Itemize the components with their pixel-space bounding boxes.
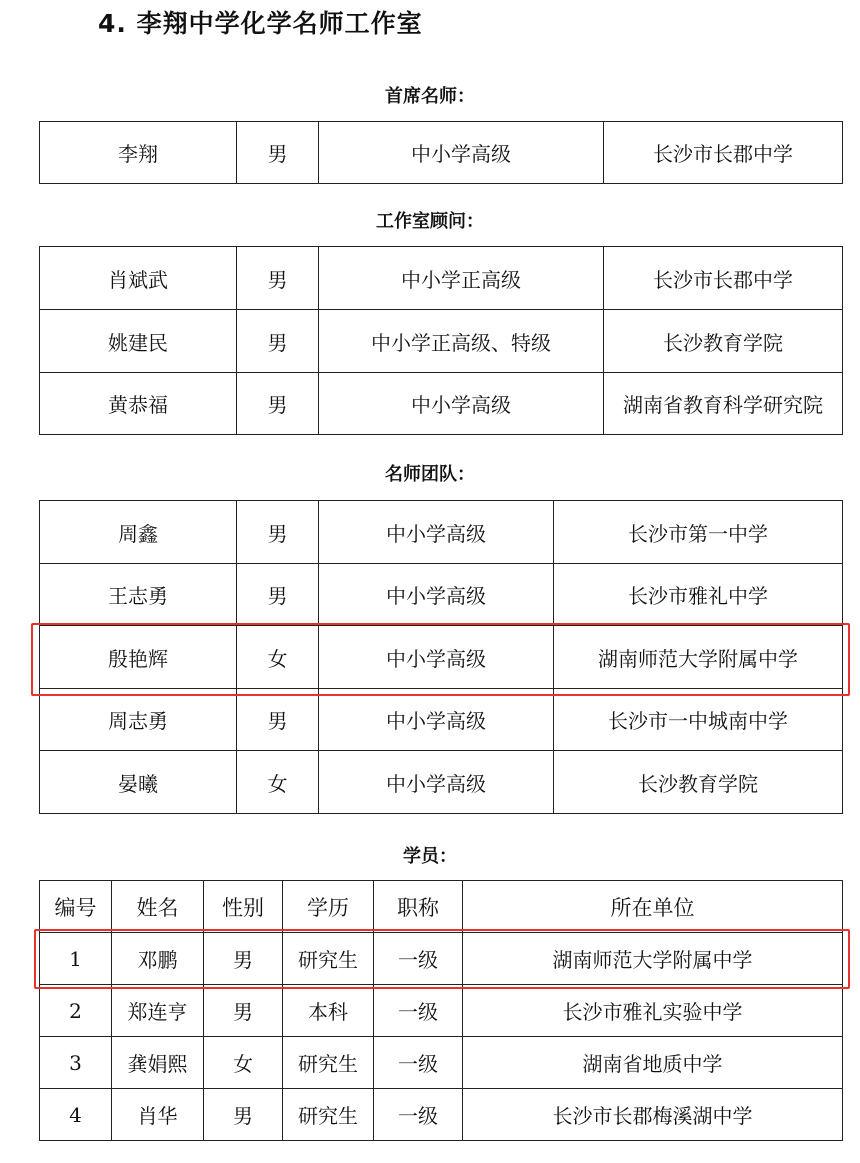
table-row (40, 933, 843, 985)
cell-gender: 男 (204, 1089, 283, 1141)
cell-title: 中小学正高级、特级 (319, 310, 604, 373)
table-row (40, 1089, 843, 1141)
cell-name: 龚娟熙 (112, 1037, 204, 1089)
cell-title: 中小学高级 (319, 689, 554, 751)
page-title: 4. 李翔中学化学名师工作室 (98, 9, 423, 38)
cell-gender: 男 (237, 501, 319, 564)
cell-title: 中小学正高级 (319, 247, 604, 310)
cell-number: 1 (40, 933, 112, 985)
cell-name: 肖华 (112, 1089, 204, 1141)
cell-title: 一级 (374, 1037, 463, 1089)
cell-gender: 女 (237, 751, 319, 814)
cell-name: 姚建民 (40, 310, 237, 373)
cell-name: 周志勇 (40, 689, 237, 751)
cell-name: 郑连亨 (112, 985, 204, 1037)
cell-name: 晏曦 (40, 751, 237, 814)
cell-title: 中小学高级 (319, 626, 554, 689)
cell-number: 3 (40, 1037, 112, 1089)
chief-table (39, 121, 843, 184)
cell-unit: 长沙市一中城南中学 (554, 689, 843, 751)
cell-number: 2 (40, 985, 112, 1037)
cell-gender: 男 (237, 247, 319, 310)
cell-education: 研究生 (283, 1037, 374, 1089)
cell-unit: 长沙市雅礼实验中学 (463, 985, 843, 1037)
cell-gender: 男 (237, 373, 319, 435)
cell-name: 殷艳辉 (40, 626, 237, 689)
cell-gender: 男 (204, 985, 283, 1037)
cell-name: 邓鹏 (112, 933, 204, 985)
section-heading-team: 名师团队： (385, 464, 475, 485)
table-row (40, 985, 843, 1037)
column-header-gender: 性别 (204, 881, 283, 933)
column-header-education: 学历 (283, 881, 374, 933)
table-row (40, 122, 843, 184)
cell-unit: 湖南师范大学附属中学 (463, 933, 843, 985)
table-row (40, 1037, 843, 1089)
cell-number: 4 (40, 1089, 112, 1141)
section-heading-students: 学员： (403, 846, 457, 867)
table-row (40, 501, 843, 564)
table-row (40, 689, 843, 751)
table-row (40, 373, 843, 435)
cell-gender: 男 (237, 122, 319, 184)
table-row (40, 626, 843, 689)
cell-gender: 女 (237, 626, 319, 689)
column-header-number: 编号 (40, 881, 112, 933)
cell-gender: 男 (237, 310, 319, 373)
cell-unit: 长沙市长郡中学 (604, 247, 843, 310)
cell-title: 中小学高级 (319, 751, 554, 814)
cell-unit: 长沙市长郡中学 (604, 122, 843, 184)
cell-name: 黄恭福 (40, 373, 237, 435)
cell-title: 中小学高级 (319, 373, 604, 435)
cell-title: 一级 (374, 1089, 463, 1141)
cell-gender: 男 (204, 933, 283, 985)
table-header-row (40, 881, 843, 933)
cell-unit: 长沙市雅礼中学 (554, 564, 843, 626)
cell-education: 研究生 (283, 1089, 374, 1141)
cell-education: 本科 (283, 985, 374, 1037)
cell-education: 研究生 (283, 933, 374, 985)
cell-unit: 长沙市第一中学 (554, 501, 843, 564)
cell-gender: 女 (204, 1037, 283, 1089)
table-row (40, 247, 843, 310)
team-table (39, 500, 843, 814)
cell-unit: 长沙教育学院 (554, 751, 843, 814)
cell-title: 一级 (374, 933, 463, 985)
section-heading-chief: 首席名师： (385, 86, 475, 107)
cell-title: 中小学高级 (319, 564, 554, 626)
column-header-title: 职称 (374, 881, 463, 933)
cell-name: 王志勇 (40, 564, 237, 626)
advisors-table (39, 246, 843, 435)
cell-unit: 长沙市长郡梅溪湖中学 (463, 1089, 843, 1141)
cell-unit: 湖南省教育科学研究院 (604, 373, 843, 435)
cell-unit: 湖南师范大学附属中学 (554, 626, 843, 689)
table-row (40, 564, 843, 626)
students-table (39, 880, 843, 1141)
cell-name: 李翔 (40, 122, 237, 184)
table-row (40, 310, 843, 373)
cell-title: 中小学高级 (319, 122, 604, 184)
cell-unit: 湖南省地质中学 (463, 1037, 843, 1089)
cell-name: 周鑫 (40, 501, 237, 564)
section-heading-advisors: 工作室顾问： (376, 211, 484, 232)
cell-title: 中小学高级 (319, 501, 554, 564)
cell-gender: 男 (237, 689, 319, 751)
column-header-unit: 所在单位 (463, 881, 843, 933)
cell-unit: 长沙教育学院 (604, 310, 843, 373)
column-header-name: 姓名 (112, 881, 204, 933)
table-row (40, 751, 843, 814)
cell-name: 肖斌武 (40, 247, 237, 310)
cell-title: 一级 (374, 985, 463, 1037)
cell-gender: 男 (237, 564, 319, 626)
